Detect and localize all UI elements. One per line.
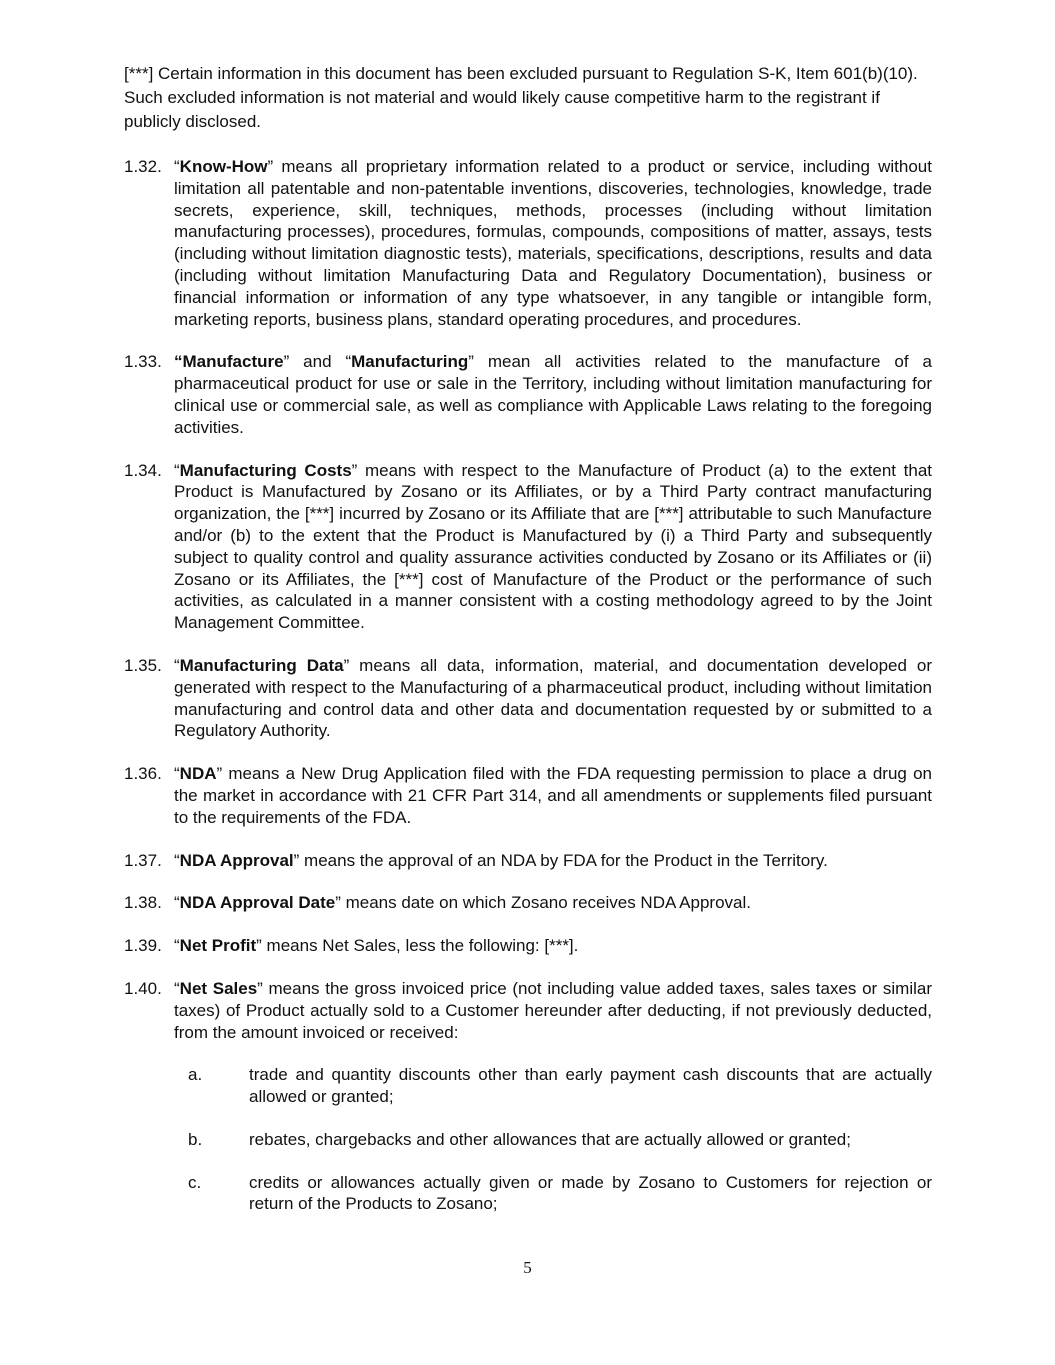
- defined-term-2: Manufacturing: [351, 352, 469, 372]
- defined-term: “Manufacture: [174, 352, 284, 372]
- definition-text: ” means all proprietary information related to a product or service, including without limitation all patentable and non-patentable inventions, discoveries, technologies, knowledge, trade secrets, experience, skill, techniques, methods, processes (including without limitation manufacturing processes), procedures, formulas, compounds, compositions of matter, assays, tests (including without limitation diagnostic tests), materials, specifications, descriptions, results and data (including without limitation Manufacturing Data and Regulatory Documentation), business or financial information or information of any type whatsoever, in any tangible or intangible form, marketing reports, business plans, standard operating procedures, and procedures.: [174, 157, 932, 329]
- definition-number: 1.34.: [124, 460, 162, 480]
- definition-number: 1.38.: [124, 893, 162, 913]
- defined-term: Manufacturing Data: [179, 655, 344, 675]
- subitem-letter: b.: [188, 1129, 203, 1149]
- defined-term: Net Sales: [179, 978, 258, 998]
- definition-1-38: 1.38. “NDA Approval Date” means date on which Zosano receives NDA Approval.: [124, 893, 751, 913]
- definition-1-34: 1.34. “Manufacturing Costs” means with respect to the Manufacture of Product (a) to the extent that Product is Manufactured by Zosano or its Affiliates, or by a Third Party contract manufacturing organization, the [***] incurred by Zosano or its Affiliate that are [***] attributable to such Manufacture and/or (b) to the extent that the Product is Manufactured by (i) a Third Party and subsequently subject to quality control and quality assurance activities conducted by Zosano or its Affiliates or (ii) Zosano or its Affiliates, the [***] cost of Manufacture of the Product or the performance of such activities, as calculated in a manner consistent with a costing methodology agreed to by the Joint Management Committee.: [124, 460, 933, 633]
- definition-text: ” mean all activities related to the manufacture of a pharmaceutical product for use or sale in the Territory, including without limitation manufacturing for clinical use or commercial sale, as well as compliance with Applicable Laws relating to the foregoing activities.: [174, 352, 932, 437]
- defined-term: Net Profit: [179, 936, 257, 956]
- definition-1-37: 1.37. “NDA Approval” means the approval of an NDA by FDA for the Product in the Territory.: [124, 850, 828, 870]
- definition-text: ” means the approval of an NDA by FDA for the Product in the Territory.: [293, 850, 828, 870]
- definition-1-36: 1.36. “NDA” means a New Drug Application filed with the FDA requesting permission to place a drug on the market in accordance with 21 CFR Part 314, and all amendments or supplements filed pursuant to the requirements of the FDA.: [124, 764, 932, 827]
- subitem-text: credits or allowances actually given or made by Zosano to Customers for rejection or return of the Products to Zosano;: [249, 1172, 932, 1214]
- definition-1-33: 1.33. “Manufacture” and “Manufacturing” mean all activities related to the manufacture of a pharmaceutical product for use or sale in the Territory, including without limitation manufacturing for clinical use or commercial sale, as well as compliance with Applicable Laws relating to the foregoing activities.: [124, 352, 932, 437]
- definition-number: 1.39.: [124, 936, 162, 956]
- subitem-text: rebates, chargebacks and other allowances that are actually allowed or granted;: [249, 1129, 851, 1149]
- definition-1-32: 1.32. “Know-How” means all proprietary information related to a product or service, including without limitation all patentable and non-patentable inventions, discoveries, technologies, knowledge, trade secrets, experience, skill, techniques, methods, processes (including without limitation manufacturing processes), procedures, formulas, compounds, compositions of matter, assays, tests (including without limitation diagnostic tests), materials, specifications, descriptions, results and data (including without limitation Manufacturing Data and Regulatory Documentation), business or financial information or information of any type whatsoever, in any tangible or intangible form, marketing reports, business plans, standard operating procedures, and procedures.: [124, 157, 932, 329]
- subitem-letter: a.: [188, 1065, 203, 1085]
- defined-term: Know-How: [179, 157, 268, 176]
- definition-text: ” means date on which Zosano receives NDA Approval.: [335, 893, 751, 913]
- subitem-letter: c.: [188, 1172, 202, 1192]
- definition-1-40: 1.40. “Net Sales” means the gross invoiced price (not including value added taxes, sales taxes or similar taxes) of Product actually sold to a Customer hereunder after deducting, if not previously deducted, from the amount invoiced or received:: [124, 978, 932, 1042]
- defined-term: Manufacturing Costs: [179, 460, 352, 480]
- definition-text: ” means with respect to the Manufacture of Product (a) to the extent that Product is Manufactured by Zosano or its Affiliates, or by a Third Party contract manufacturing organization, the [***] incurred by Zosano or its Affiliate that are [***] attributable to such Manufacture and/or (b) to the extent that the Product is Manufactured by (i) a Third Party and subsequently subject to quality control and quality assurance activities conducted by Zosano or its Affiliates or (ii) Zosano or its Affiliates, the [***] cost of Manufacture of the Product or the performance of such activities, as calculated in a manner consistent with a costing methodology agreed to by the Joint Management Committee.: [174, 460, 933, 633]
- defined-term: NDA Approval: [179, 850, 294, 870]
- document-page: [124, 62, 932, 1236]
- subitem-c: [124, 1172, 932, 1216]
- defined-term: NDA Approval Date: [179, 893, 336, 913]
- definition-number: 1.35.: [124, 655, 162, 675]
- subitem-text: trade and quantity discounts other than early payment cash discounts that are actually allowed or granted;: [249, 1065, 932, 1107]
- subitem-b: [124, 1129, 932, 1151]
- definition-number: 1.37.: [124, 850, 162, 870]
- definition-number: 1.40.: [124, 978, 162, 998]
- definition-text: ” means a New Drug Application filed with the FDA requesting permission to place a drug on the market in accordance with 21 CFR Part 314, and all amendments or supplements filed pursuant to the requirements of the FDA.: [174, 764, 932, 827]
- definition-text: ” means the gross invoiced price (not including value added taxes, sales taxes or similar taxes) of Product actually sold to a Customer hereunder after deducting, if not previously deducted, from the amount invoiced or received:: [174, 978, 932, 1042]
- definition-number: 1.36.: [124, 764, 162, 784]
- definition-text: ” means Net Sales, less the following: [***].: [256, 936, 579, 956]
- definition-1-39: 1.39. “Net Profit” means Net Sales, less the following: [***].: [124, 936, 579, 956]
- defined-term: NDA: [179, 764, 217, 784]
- page-number: 5: [523, 1258, 532, 1277]
- definition-number: 1.33.: [124, 352, 162, 372]
- definition-text: ” means all data, information, material, and documentation developed or generated with respect to the Manufacturing of a pharmaceutical product, including without limitation manufacturing and control data and other data and documentation requested by or submitted to a Regulatory Authority.: [174, 655, 932, 741]
- subitem-a: [124, 1064, 932, 1108]
- definition-1-35: 1.35. “Manufacturing Data” means all data, information, material, and documentation developed or generated with respect to the Manufacturing of a pharmaceutical product, including without limitation manufacturing and control data and other data and documentation requested by or submitted to a Regulatory Authority.: [124, 655, 932, 741]
- redaction-notice: [***] Certain information in this document has been excluded pursuant to Regulation S-K, Item 601(b)(10). Such excluded information is not material and would likely cause competitive harm to the registrant if publicly disclosed.: [124, 64, 918, 131]
- definition-number: 1.32.: [124, 157, 162, 176]
